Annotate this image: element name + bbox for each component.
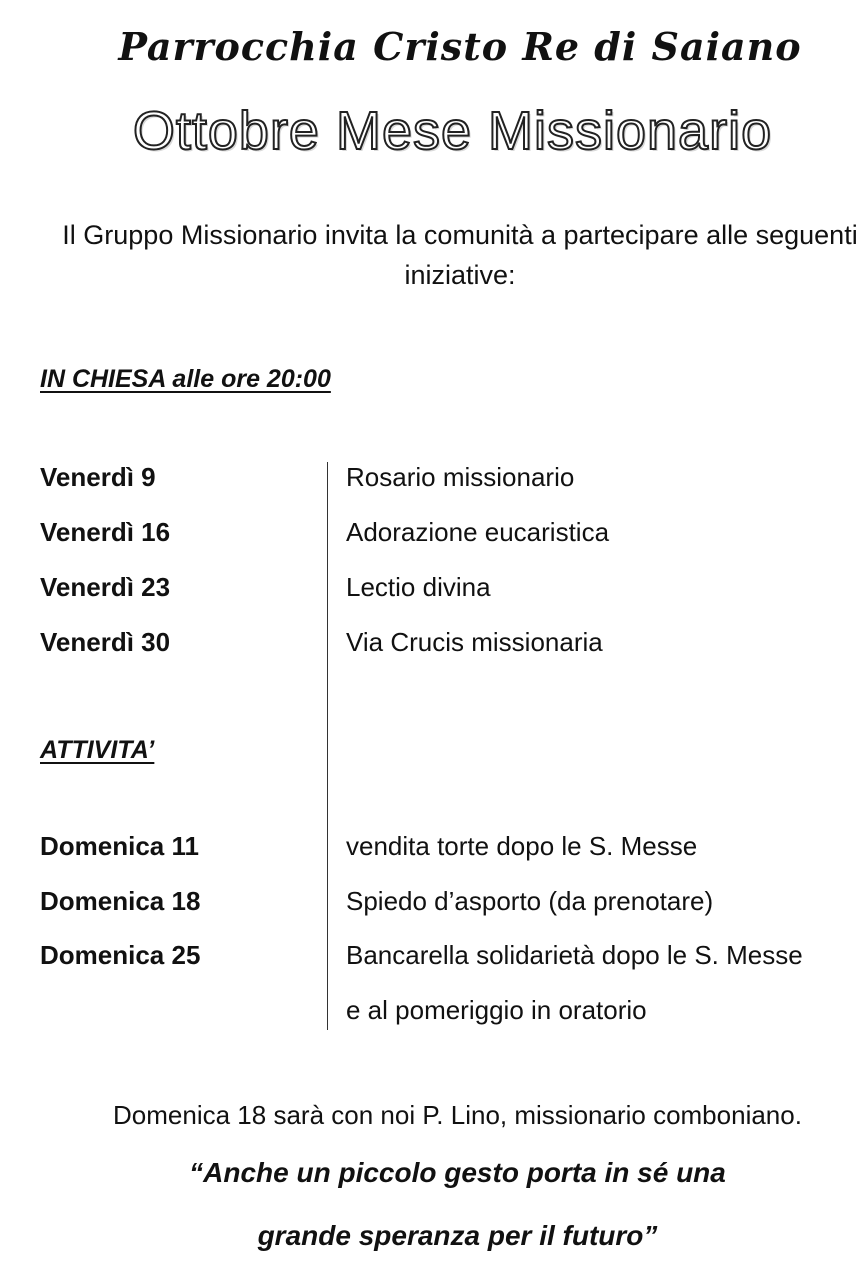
schedule-event: Via Crucis missionaria (346, 627, 603, 657)
activity-day: Domenica 11 (40, 831, 199, 861)
quote-line-2: grande speranza per il futuro” (257, 1220, 658, 1251)
schedule-day: Venerdì 16 (40, 517, 171, 547)
activities-section-heading: ATTIVITA’ (40, 736, 155, 764)
activity-day: Domenica 25 (40, 940, 201, 970)
schedule-event: Lectio divina (346, 572, 491, 602)
activity-day: Domenica 18 (40, 886, 201, 916)
guest-note: Domenica 18 sarà con noi P. Lino, missionario comboniano. (113, 1100, 802, 1130)
activity-row (40, 990, 860, 1030)
activity-event: Bancarella solidarietà dopo le S. Messe (346, 940, 803, 970)
activity-row (40, 826, 860, 866)
schedule-day: Venerdì 30 (40, 627, 171, 657)
page-title: Ottobre Mese Missionario (132, 101, 773, 161)
schedule-day: Venerdì 23 (40, 572, 171, 602)
activity-event: e al pomeriggio in oratorio (346, 995, 647, 1025)
activity-row (40, 935, 860, 975)
schedule-row (40, 567, 860, 607)
activity-row (40, 881, 860, 921)
schedule-row (40, 512, 860, 552)
activity-event: vendita torte dopo le S. Messe (346, 831, 698, 861)
quote-line-1: “Anche un piccolo gesto porta in sé una (189, 1157, 726, 1188)
schedule-row (40, 457, 860, 497)
intro-text: Il Gruppo Missionario invita la comunità a partecipare alle seguenti iniziative: (62, 220, 858, 290)
parish-name: Parrocchia Cristo Re di Saiano (118, 24, 802, 69)
schedule-event: Adorazione eucaristica (346, 517, 610, 547)
schedule-day: Venerdì 9 (40, 462, 156, 492)
schedule-event: Rosario missionario (346, 462, 575, 492)
activity-event: Spiedo d’asporto (da prenotare) (346, 886, 714, 916)
church-section-heading: IN CHIESA alle ore 20:00 (40, 365, 331, 393)
schedule-row (40, 622, 860, 662)
